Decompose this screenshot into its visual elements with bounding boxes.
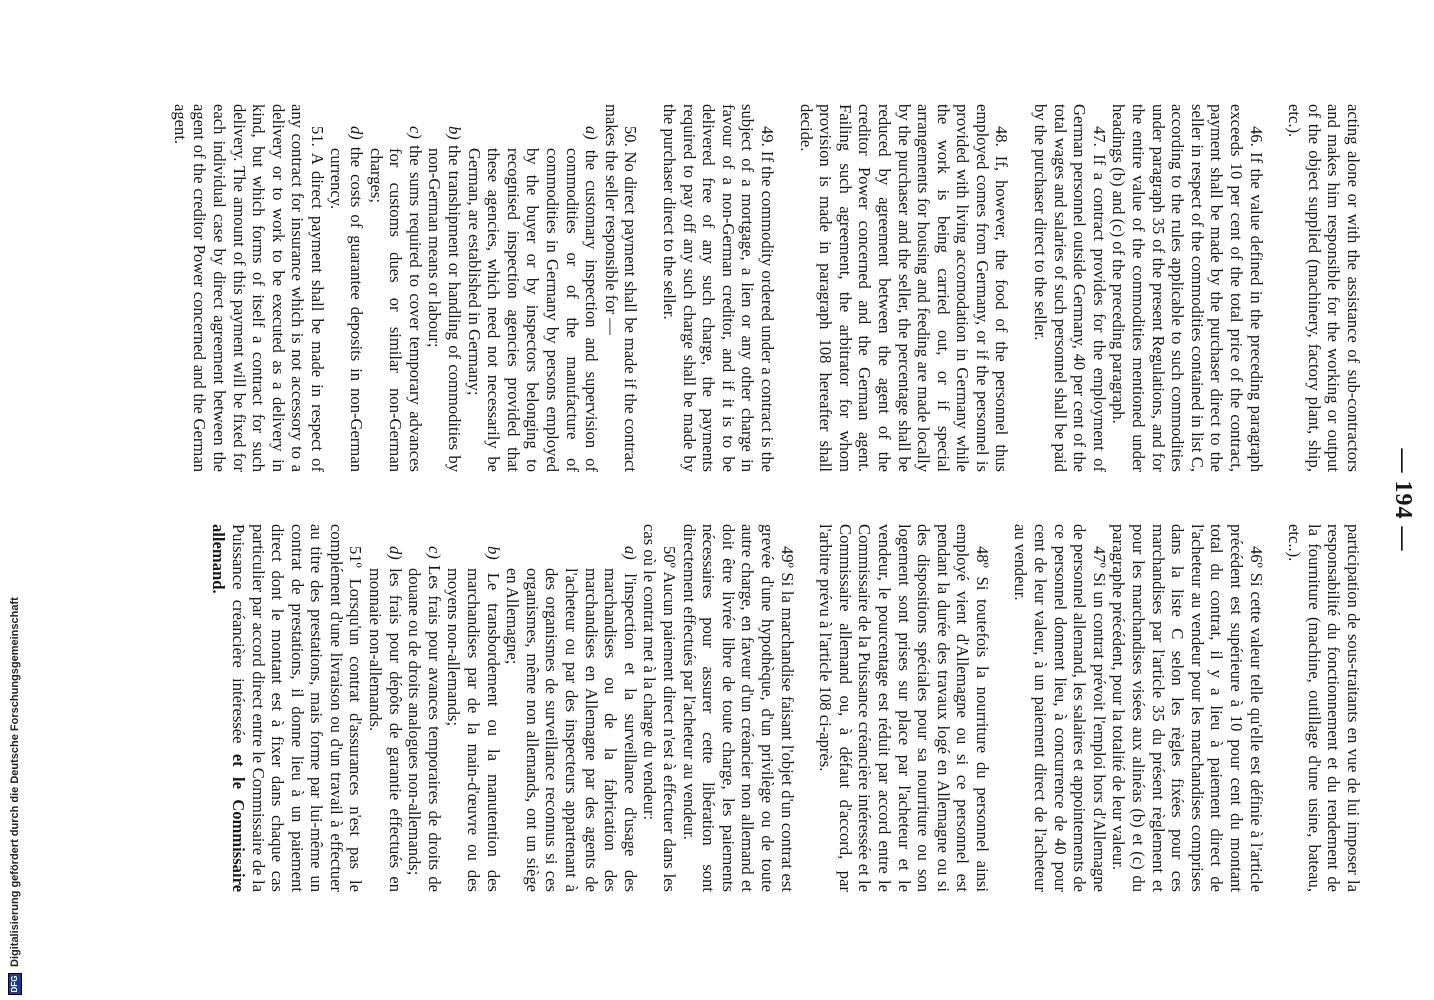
paragraph-50-item-b — [425, 104, 464, 472]
item-label: b) — [483, 546, 503, 560]
item-label: c) — [405, 126, 425, 139]
item-text: Les frais pour avances temporaires de droits de douane ou de droits analogues non-allemands; — [405, 565, 444, 893]
digitization-footer — [8, 597, 22, 995]
paragraph-50-item-a — [464, 104, 601, 472]
paragraph-50: 50º Aucun paiement direct n'est à effectuer dans les cas où le contrat met à la charge du vendeur: — [640, 524, 679, 892]
paragraph-continuation: acting alone or with the assistance of sub-contractors and makes him responsible for the working or output of the object supplied (machinery, factory plant, ship, etc.). — [1285, 104, 1363, 472]
paragraph-49: 49º Si la marchandise faisant l'objet d'un contrat est grevée d'une hypothèque, d'un privilège ou de toute autre charge, en faveur d'un créancier non allemand et doit être livrée libre de toute charge, les paiements nécessaires pour assurer cette libération sont directement effectués par l'acheteur au vendeur. — [679, 524, 797, 892]
paragraph-50-item-b — [444, 524, 503, 892]
item-text: l'inspection et la surveillance d'usage des marchandises ou de la fabrication des marchandises en Allemagne par des agents de l'acheteur ou par des inspecteurs appartenant à des organismes de surveillance reconnus si ces organismes, même non allemands, ont un siège en Allemagne; — [503, 568, 640, 892]
paragraph-50-item-d — [366, 524, 405, 892]
item-text: the costs of guarantee deposits in non-German currency. — [327, 146, 367, 472]
paragraph-47: 47. If a contract provides for the employment of German personnel outside Germany, 40 per cent of the total wages and salaries of such personnel shall be paid by the purchaser direct to the seller. — [1031, 104, 1109, 472]
digitization-credit: Digitalisierung gefördert durch die Deutsche Forschungsgemeinschaft — [9, 597, 21, 967]
paragraph-46: 46. If the value defined in the preceding paragraph exceeds 10 per cent of the total price of the contract, payment shall be made by the purchaser direct to the seller in respect of the commodities contained in list C, according to the rules applicable to such commodities under paragraph 35 of the present Regulations, and for the entire value of the commodities mentioned under headings (b) and (c) of the preceding paragraph. — [1109, 104, 1266, 472]
paragraph-50-item-d — [327, 104, 366, 472]
item-label: a) — [620, 546, 640, 560]
paragraph-51-text: 51º Lorsqu'un contrat d'assurances n'est pas le complément d'une livraison ou d'un travail à effectuer au titre des prestations, mais forme par lui-même un contrat de prestations, il donne lieu à un paiement direct dont le montant est à fixer dans chaque cas particulier par accord direct entre le Commissaire de la Puissance créancière intéressée — [228, 524, 366, 892]
paragraph-47: 47º Si un contrat prévoit l'emploi hors d'Allemagne de personnel allemand, les salaires et appointements de ce personnel donnent lieu, à concurrence de 40 pour cent de leur valeur, à un paiement direct de l'acheteur au vendeur. — [1011, 524, 1109, 892]
item-text: the sums required to cover temporary advances for customs dues or similar non-German charges; — [366, 145, 425, 472]
paragraph-48: 48. If, however, the food of the personnel thus employed comes from Germany, or if the personnel is provided with living accomodation in Germany while the work is being carried out, or if special arrangements for housing and feeding are made locally by the purchaser and the seller, the percentage shall be reduced by agreement between the agent of the creditor Power concerned and the German agent. Failing such agreement, the arbitrator for whom provision is made in paragraph 108 hereafter shall decide. — [796, 104, 1012, 472]
paragraph-50-item-c — [366, 104, 425, 472]
item-label: d) — [385, 546, 405, 560]
item-text: the transhipment or handling of commodities by non-German means or labour; — [425, 145, 465, 472]
paragraph-51 — [209, 524, 366, 892]
paragraph-continuation: participation de sous-traitants en vue de lui imposer la responsabilité du fonctionnement et du rendement de la fourniture (machine, outillage d'une usine, bateau, etc..). — [1285, 524, 1363, 892]
item-text: les frais pour dépôts de garantie effectués en monnaie non-allemands. — [366, 568, 405, 892]
paragraph-50-item-a — [503, 524, 640, 892]
item-text: the customary inspection and supervision of commodities or of the manufacture of commodities in Germany by persons employed by the buyer or by inspectors belonging to recognised inspection agencies provided that these agencies, which need not necessarily be German, are established in Germany; — [464, 148, 602, 472]
french-column — [209, 524, 1363, 892]
item-label: d) — [347, 126, 367, 140]
paragraph-51-bold-text: et le Commissaire allemand. — [209, 524, 248, 892]
item-label: a) — [582, 126, 602, 140]
dfg-logo-icon: DFG — [8, 973, 22, 995]
paragraph-51: 51. A direct payment shall be made in respect of any contract for insurance which is not accessory to a delivery or to work to be executed as a delivery in kind, but which forms of itself a contract for such delivery. The amount of this payment will be fixed for each individual case by direct agreement between the agent of the creditor Power concerned and the German agent. — [170, 104, 327, 472]
english-column — [170, 104, 1363, 472]
paragraph-50-item-c — [405, 524, 444, 892]
item-text: Le transbordement ou la manutention des marchandises par de la main-d'œuvre ou des moyens non-allemands; — [444, 568, 503, 892]
paragraph-50: 50. No direct payment shall be made if the contract makes the seller responsible for — — [601, 104, 641, 472]
paragraph-49: 49. If the commodity ordered under a contract is the subject of a mortgage, a lien or any other charge in favour of a non-German creditor, and if it is to be delivered free of any such charge, the payments required to pay off any such charge shall be made by the purchaser direct to the seller. — [660, 104, 777, 472]
item-label: b) — [445, 126, 465, 140]
paragraph-46: 46º Si cette valeur telle qu'elle est définie à l'article précédent est supérieure à 10 pour cent du montant total du contrat, il y a lieu à paiement direct de l'acheteur au vendeur pour les marchandises comprises dans la liste C selon les règles fixées pour ces marchandises par l'article 35 du présent règlement et pour les marchandises visées aux alinéas (b) et (c) du paragraphe précédent, pour la totalité de leur valeur. — [1109, 524, 1266, 892]
page-number: — 194 — — [1390, 448, 1416, 552]
item-label: c) — [424, 546, 444, 559]
paragraph-48: 48º Si toutefois la nourriture du personnel ainsi employé vient d'Allemagne ou si ce personnel est pendant la durée des travaux logé en Allemagne ou si des dispositions spéciales pour sa nourriture ou son logement sont prises sur place par l'acheteur et le vendeur, le pourcentage est réduit par accord entre le Commissaire de la Puissance créancière intéressée et le Commissaire allemand ou, à défaut d'accord, par l'arbitre prévu à l'article 108 ci-après. — [816, 524, 992, 892]
